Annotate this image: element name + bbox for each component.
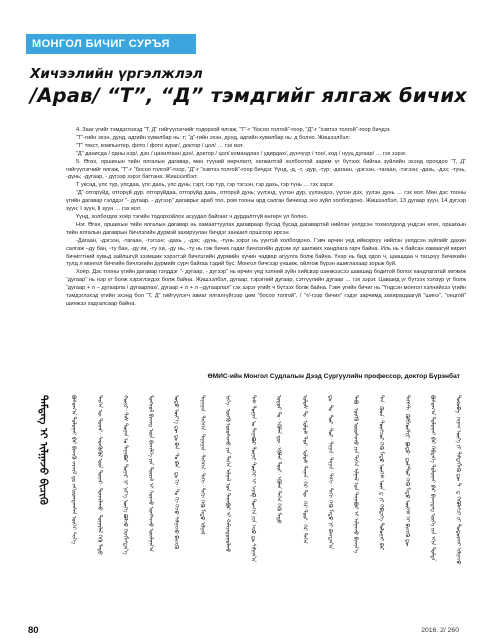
paragraph: Нэг. Өгөх, оршихын тийн ялгалын дагавар нь хамааттуулах дагавраар бусад бусад дагавартай нийлэн үелдсэн тохиолдолд үндсэн өгөх, оршихын тийн ялгалын дагаврын бичлэгийн дүрмэй захирүулан бичдэг заншил оршсоор ирсэн.	[66, 221, 466, 236]
series-title: Хичээлийн үргэлжлэл	[30, 66, 203, 82]
page-number: 80	[28, 625, 39, 636]
paragraph: “Т”-гийн эхэн, дунд, адгийн хувилбар нь: т; “д”-гийн эхэн, дунд, адгийн хувилбар нь: д болно. Жишээлбэл:	[76, 134, 351, 141]
paragraph: -Дагаан, -дэгээн, -тагаан, -тэгээн; -дахь , -дэх; -дүнь, -түнь зэрэг нь үүнтэй холбогдоно. Гэвч өрчин үед иймэрхүү нийлэн үелдсэн зүйлийг дахин салгаж –ду бан, -ту бан, -ду хи, -ту хи, -ду нь, -ту нь гэж бичих гадаг бичлэгийн дүрэм зүг шилжих хандлага гарч байна. Иль нь ч байсан хамаагүй кирил бичиггтний хувьд зайлшгүй зэзмшик хэрэгтэй бичлэгийн дүрмийн хүчин чадвар агуулга болж байна. Үнэр нь бид одоо ч, цаашдаа ч тагцхүү бичихийн тулд л монгол бичгийн бичлэгийн дүрмийг сурч байгаа тэдий бус. Монгол бичгээр үншиж, ойлгож бүрэн ашиглахаар зорьж буй.	[66, 237, 466, 268]
mongol-text-column: ᠳᠡᠨ᠂ ᠺᠣᠳ᠂ ᠳᠦᠩᠴᠦᠷ ᠭᠡᠬᠦ ᠮᠡᠲᠦ ᠦᠭᠡᠰ ᠦᠨ ᠳ ᠶᠢ ᠬᠡᠪᠲᠡᠭᠡ ᠲᠣᠯᠣᠭᠠᠢ ᠪᠠᠷ	[378, 395, 385, 551]
paragraph: “Т” текст, компьютер, фото / фото зураг/, доктор / цол/ … гэх мэт.	[76, 142, 244, 149]
paragraph: 5. Өгөх, оршихын тийн ялгалын дагавар, мөн түүний өөрчлөлт, хөгжилтэй холбоотой зарим үг бүтээх бийгаа зүйлийн эхэнд орохдоо “Т, Д” гийгүүлэгчийг ялгаж, “Т”-г “босоо толгой”-гоор, “Д”-г “хэвтээ толгой”-гоор бичдэг. Үүнд, -д, -т, -дур, -тур; -дагаан, -дэгээн, -тагаан, -тэгээн; -дахь, -дэх; -тунь, -дүнь; -дугаар, - дүгээр зэрэг багтана. Жишээлбэл:	[66, 158, 466, 181]
mongol-text-column: ᠳᠠᠭᠠᠭᠠᠨ᠂ ᠳᠡᠭᠡᠭᠡᠨ᠂ ᠲᠠᠭᠠᠭᠠᠨ᠂ ᠲᠡᠭᠡᠭᠡᠨ᠂ ᠳᠠᠬᠢ᠂ ᠳᠡᠬᠢ ᠭᠡᠬᠦ ᠮᠡᠲᠦ ᠢᠯᠭᠠᠯ	[198, 395, 205, 535]
mongol-title: ᠲᠡᠮᠳᠡᠭ ᠢ ᠢᠯᠭᠠᠵᠤ ᠪᠢᠴᠢᠬᠦ	[37, 395, 49, 505]
paragraph: “Д” данисда / одны нэр/, дэн / цахилгаан дэн/, доктор / цол/ командлах / удирдах/, дүнчүүр / тоо/, код / нууц дугаар/ … гэх зэрэг.	[76, 150, 407, 157]
mongol-text-column: ᠣᠳᠣ ᠦᠶ᠎ᠡ ᠳᠦ ᠳᠤ ᠪᠠᠨ᠂ ᠲᠤ ᠪᠠᠨ᠂ ᠳᠤ ᠬᠢ᠂ ᠲᠤ ᠬᠢ ᠭᠡᠵᠦ ᠰᠠᠯᠭᠠᠵᠤ ᠪᠢᠴᠢᠬᠦ	[173, 395, 180, 549]
mongol-text-column: ᠳᠡᠰ ᠲᠣᠭᠠᠨ ᠤ ᠳᠠᠭᠠᠪᠤᠷ ᠳᠤᠭᠠᠷ ᠳᠦᠭᠡᠷ ᠢ ᠠᠷᠠᠪ ᠲᠣᠭ᠎ᠠ ᠶᠢᠨ ᠠᠷᠤ ᠳᠤ ᠰᠠᠯᠭᠠᠨ᠎ᠠ	[250, 395, 256, 562]
mongol-text-column: ᠮᠣᠩᠭᠣᠯ ᠪᠢᠴᠢᠭ ᠦᠨ ᠪᠢᠴᠢᠯᠭᠡ ᠶᠢᠨ ᠳᠦᠷᠢᠮ ᠢ ᠰᠤᠷᠴᠤ ᠤᠩᠰᠢᠵᠤ ᠣᠶᠢᠯᠭᠠᠨ᠎ᠠ	[147, 395, 154, 552]
paragraph: Т уксад, үлс тур, улсдаа, үлс дахь, үлс дунь; гэрт, гэр тур, гэр тэгээн, гэр дахь, гэр түнь … гэх зэрэг.	[76, 182, 334, 189]
section-banner: МОНГОЛ БИЧИГ СУРЪЯ	[26, 34, 196, 54]
paragraph: “Д” отгорүйд, отгорүй дур, отгорүйдаа, отгорүйд дахь, отгорүй дунь; үүлэнд, үүлэн дур, үүлэндээ, үүлэн дэх, үүлэн дунь … гэх мэт. Мөн дэс тооны үгийн дагавар гэлддэг “- дугаар, - дүгээр” дагаврыг араб тоо, ром тооны ард салган бичихэд энэ зүйл холбогдоно. Жишээлбэл, 13 дугаар зуун, 14 дүгээр зуун; Ⅰ зуун, Ⅱ зуун … гэх мэт.	[66, 190, 466, 213]
mongol-text-column: ᠳᠣᠷᠤᠪᠠ᠂ ᠵᠠᠭᠠᠭ ᠦᠭᠡ ᠶᠢ ᠲᠡᠮᠳᠡᠭᠯᠡᠬᠦ ᠳᠦ ᠲ᠂ ᠳ ᠭᠡᠭᠦᠯᠡᠭᠴᠢ ᠶᠢ ᠲᠣᠳᠣᠷᠬᠠᠢ ᠢᠯᠭᠠᠵᠤ	[455, 395, 461, 565]
author-byline: ӨМИС-ийн Монгол Судлалын Дээд Сургуулийн профессор, доктор Бүрэнбат	[207, 373, 460, 380]
article-body	[66, 127, 466, 309]
mongol-text-column: ᠬᠣᠶᠠᠷ᠂ ᠳᠡᠰ ᠲᠣᠭᠠᠨ ᠤ ᠳᠠᠭᠠᠪᠤᠷ ᠳᠤᠭᠠᠷ ᠨᠢ ᠨᠡᠷ᠎ᠡ ᠦᠭᠡ ᠪᠣᠯᠵᠤ ᠬᠡᠷᠡᠭᠯᠡᠭᠳᠡᠨ᠎ᠡ	[121, 395, 128, 555]
mongol-text-column: ᠳᠤ᠂ ᠲᠤ᠂ ᠳᠤᠷ᠂ ᠲᠤᠷ᠂ ᠳᠠᠭᠠᠨ᠂ ᠲᠠᠭᠠᠨ᠂ ᠳᠠᠬᠢ᠂ ᠳᠡᠬᠢ ᠭᠡᠬᠦ ᠮᠡᠲᠦ ᠨᠢ ᠪᠠᠭᠲᠠᠨ᠎ᠠ	[326, 395, 333, 549]
paragraph: Үүнд, холбогдох хоёр тэгийн тодорхойлох асуудал байгааг ч дурдалтгүй өнгөрч үл болно.	[76, 213, 309, 220]
mongol-script-block	[36, 395, 460, 623]
mongol-text-column: ᠲᠡᠻᠰᠲ᠂ ᠺᠣᠮᠫᠢᠦ᠋ᠲ᠋ᠧᠷ᠂ ᠹᠣᠲᠣ᠂ ᠳ᠋ᠣᠺᠲ᠋ᠣᠷ ᠭᠡᠬᠦ ᠮᠡᠲᠦ ᠦᠭᠡᠰ ᠢ ᠪᠢᠴᠢᠬᠦ ᠳᠦ	[403, 395, 410, 547]
issue-number: 2016. 2/ 260	[421, 627, 459, 634]
mongol-text-column: ᠪᠣᠰᠤᠭ᠎ᠠ ᠲᠣᠯᠣᠭᠠᠢ ᠪᠠᠷ ᠬᠡᠪᠲᠡᠭᠡ ᠲᠣᠯᠣᠭᠠᠢ ᠪᠠᠷ ᠪᠢᠴᠢᠳᠡᠭ ᠦᠭᠡ ᠶᠢᠨ ᠡᠬᠢᠨ ᠳᠤᠮᠳᠠ	[429, 395, 436, 561]
mongol-text-column: ᠤᠯᠤᠰ ᠲᠤ᠂ ᠤᠯᠤᠰ ᠲᠤᠷ᠂ ᠤᠯᠤᠰ ᠲᠠᠭᠠᠨ᠂ ᠭᠡᠷ ᠲᠦ᠂ ᠭᠡᠷ ᠲᠦᠷ᠂ ᠭᠡᠷ ᠲᠡᠭᠡᠨ	[301, 395, 308, 544]
mongol-text-column: ᠲᠡᠷᠭᠡᠨ ᠦ ᠳᠤᠭᠠᠷ᠂ ᠰᠡᠳᠬᠦᠭᠦᠯ ᠦᠨ ᠳᠤᠭᠠᠷ᠂ ᠳᠤᠭᠠᠷᠯᠠᠬᠤ᠂ ᠳᠤᠭᠠᠷᠯᠠᠯ ᠭᠡᠬᠦ ᠮᠡᠲᠦ	[96, 395, 103, 555]
paragraph: 4. Зааг үгийг тэмдэглэхэд “Т, Д” гийгүүлэгчийг тодорхой ялгаж, “Т”-г “босоо толгой”-гоор, “Д”-г “хэвтээ толгой”-гоор бичдэг.	[76, 127, 391, 133]
mongol-text-column: ᠪᠣᠰᠤᠭ᠎ᠠ ᠲᠣᠯᠣᠭᠠᠢ ᠪᠠᠷ ᠪᠢᠴᠢᠬᠦ ᠵᠠᠷᠴᠢᠮ ᠳᠤ ᠵᠠᠬᠢᠷᠤᠭᠳᠠᠭᠰᠠᠨ ᠦᠭᠡᠢ ᠰᠢᠨ᠎ᠡ	[70, 395, 77, 544]
article-title: /Арав/ “Т”, “Д” тэмдгийг ялгаж бичих	[30, 84, 467, 107]
mongol-text-column: ᠲᠠᠪᠤ᠂ ᠥᠭᠬᠦ ᠣᠷᠣᠰᠢᠬᠤ ᠶᠢᠨ ᠲᠢᠭᠡᠨ ᠢᠯᠭᠠᠯ ᠤᠨ ᠳᠠᠭᠠᠪᠤᠷ ᠢ ᠢᠯᠭᠠᠵᠤ ᠪᠢᠴᠢᠨ᠎ᠡ	[352, 395, 359, 554]
paragraph: Хоёр. Дэс тооны үгийн дагавар гэлддэг “- дугаар, - дүгээр” нь өрчин үед хэлний зүйн хийсвэр шинжээсээ шавшид бодитой болох хандлагатай хөгжиж “дугаар” нь нэр үг болж хэрэглэгдэх болж байна. Жишээлбэл, дугаар, тэрэгний дугаар, сэтгүүлийн дугаар … гэх зэрэг. Цавшид үг бүтээх хэлзүр үг болж “дугаар + л – дугаарла / дугаарлах/, дугаар + л + л –дугаарлал” гэх зэрэг үгийг ч бүтээх болж байна. Гэвч үгийн бичиг нь “Үндсэн монгол хэлнийхээ үгийн тэмдэглэхэд үгийн эхэнд бол “Т, Д” гийгүүлэгч авиаг ялгалгүйгээр цөм “босоо толгой”, / “т/-гээр бичих” гэдэг зарчимд захирагдаагүй “шинэ”, “онцгой” шинжээ хадгалсаар байна.	[66, 269, 466, 307]
mongol-text-column: ᠣᠲᠣᠷ ᠲᠤ᠂ ᠡᠭᠦᠯᠡᠨ ᠳᠦ᠂ ᠡᠭᠦᠯᠡᠨ ᠳᠦᠷ᠂ ᠡᠭᠦᠯᠡᠨ ᠳᠡᠭᠡᠨ ᠭᠡᠬᠦ ᠮᠡᠲᠦ	[275, 395, 282, 524]
mongol-text-column: ᠨᠢᠭᠡ᠂ ᠥᠭᠬᠦ ᠣᠷᠣᠰᠢᠬᠤ ᠶᠢᠨ ᠲᠢᠭᠡᠨ ᠢᠯᠭᠠᠯ ᠤᠨ ᠳᠠᠭᠠᠪᠤᠷ ᠢ ᠬᠠᠮᠢᠶᠠᠳᠤᠭᠤᠯᠬᠤ	[224, 395, 231, 553]
